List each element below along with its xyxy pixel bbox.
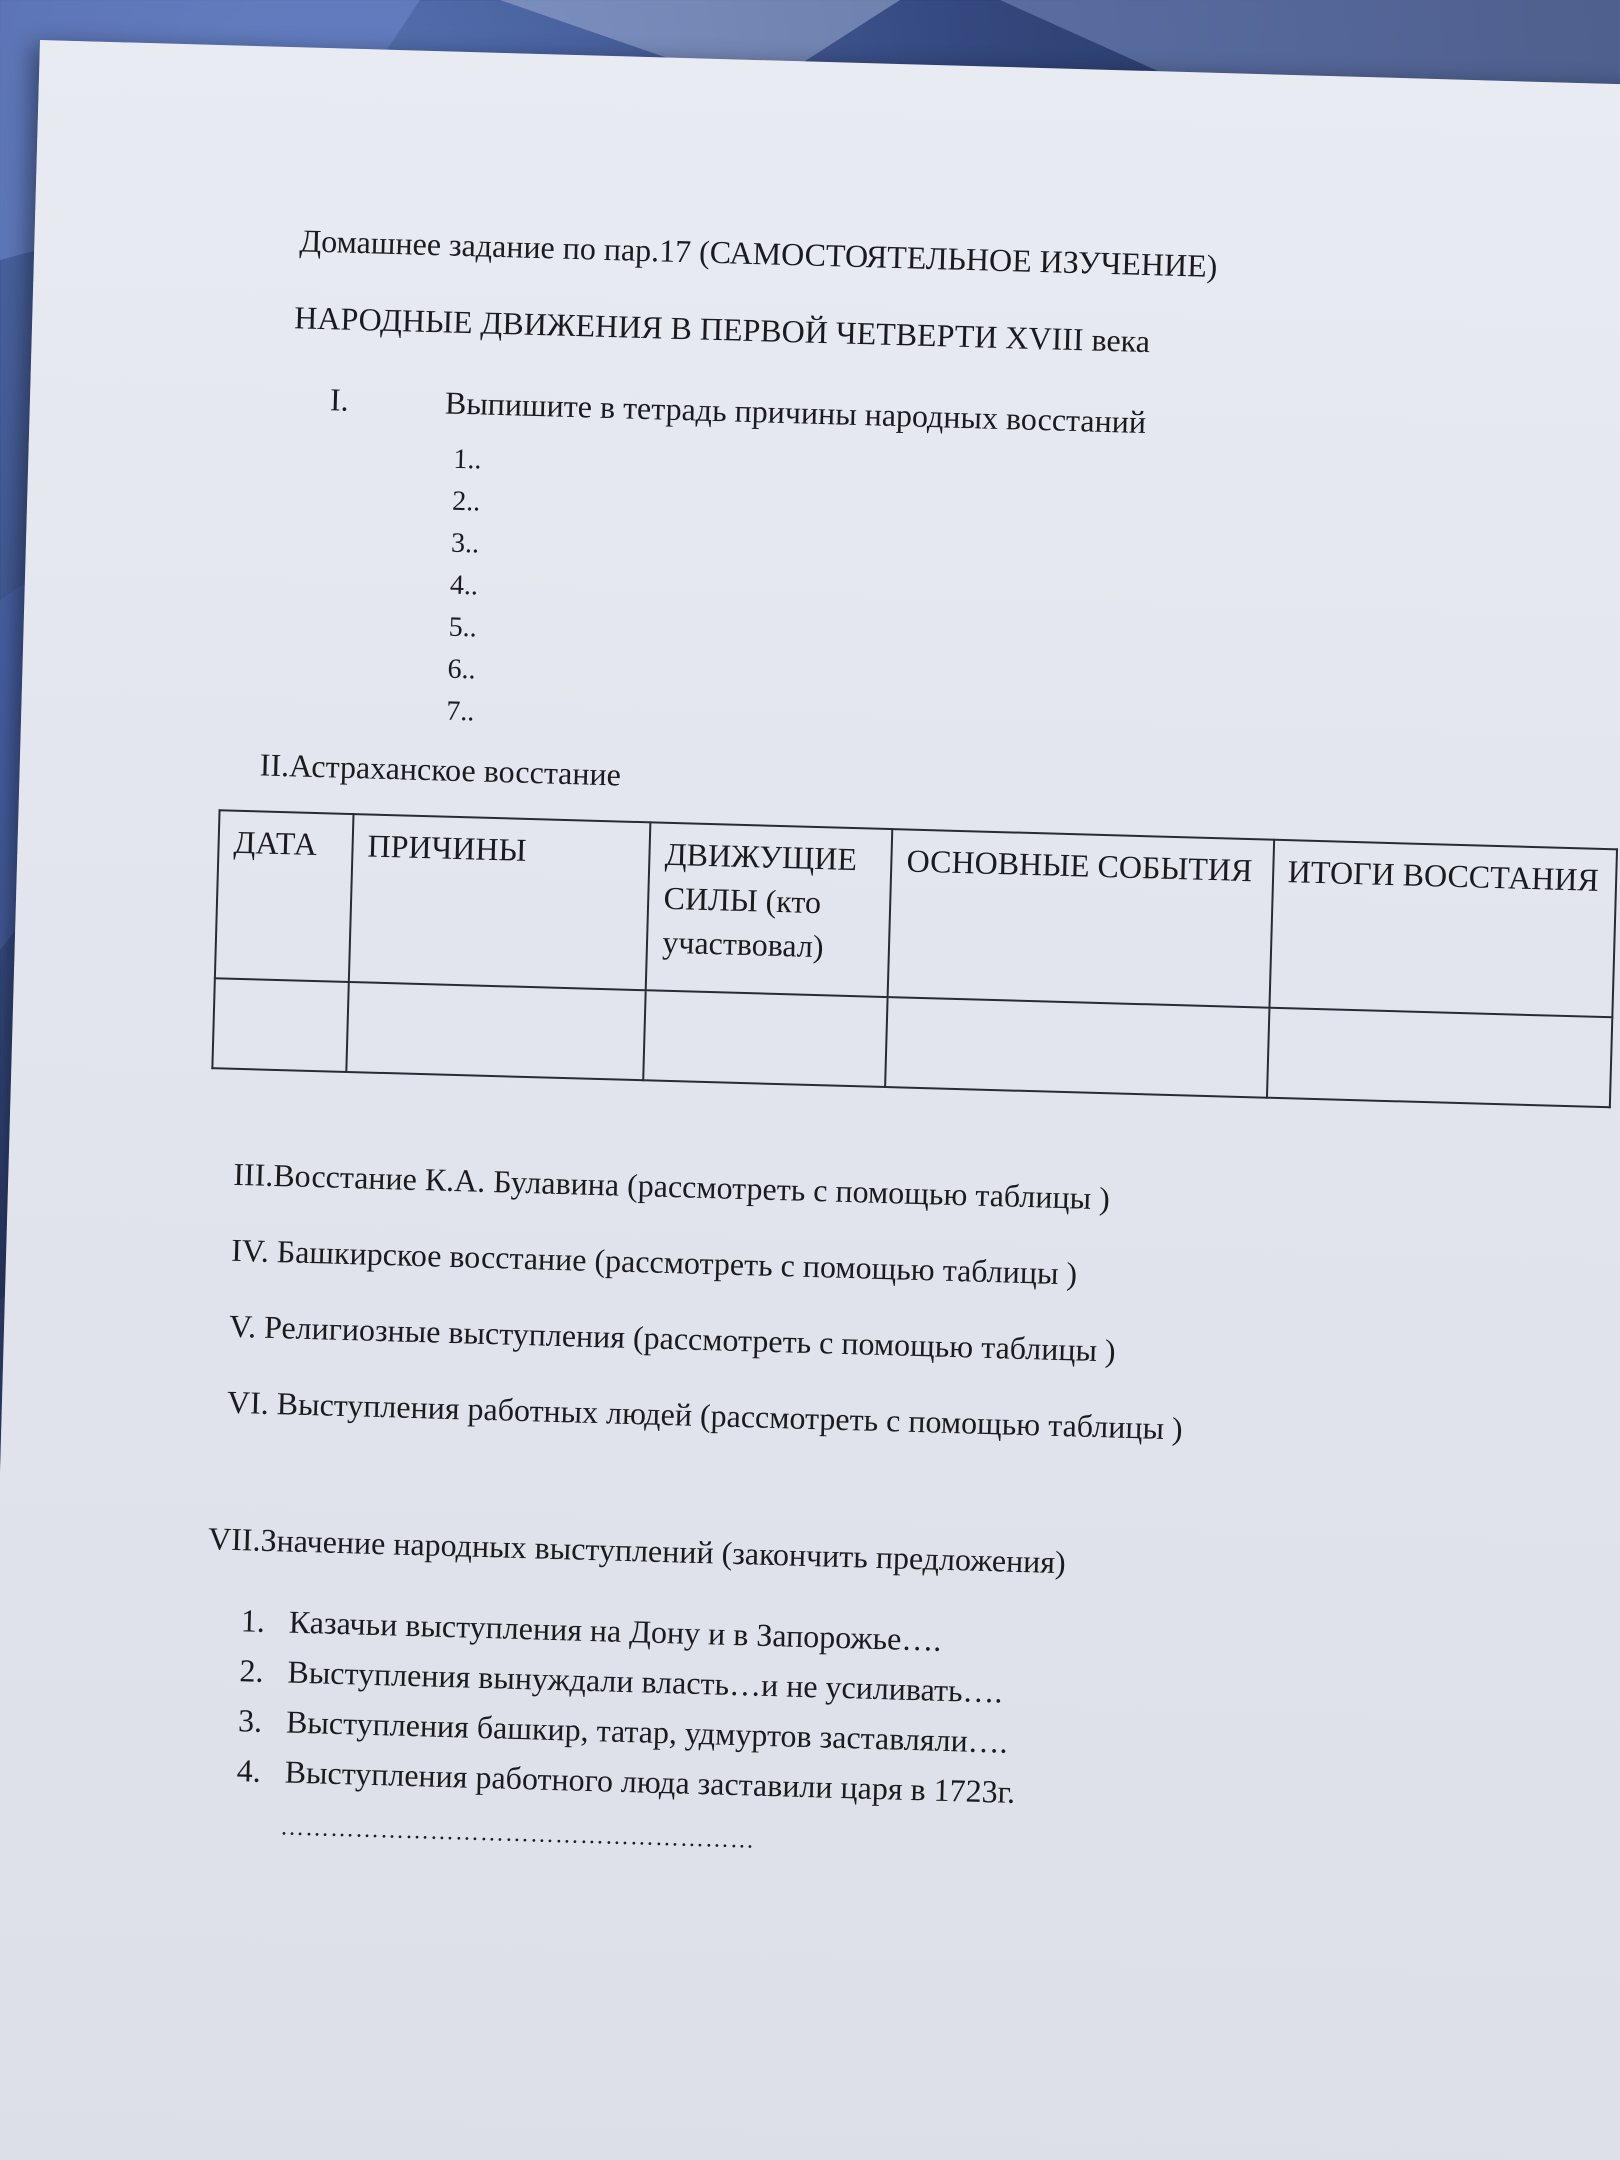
table-cell — [644, 990, 888, 1087]
conclusion-item — [236, 1752, 1015, 1811]
astrakhan-uprising-table — [211, 809, 1618, 1108]
worksheet-paper — [0, 40, 1620, 2160]
section-6-text: VI. Выступления работных людей (рассмотреть с помощью таблицы ) — [226, 1383, 1184, 1447]
table-cell — [1266, 1008, 1612, 1108]
conclusion-text: Выступления вынуждали власть…и не усиливать…. — [287, 1653, 1004, 1710]
section-2-title: II.Астраханское восстание — [259, 746, 622, 793]
conclusion-item — [240, 1602, 941, 1659]
cause-item: 2.. — [451, 485, 481, 518]
answer-dotted-line: ………………………………………………… — [279, 1814, 756, 1854]
cause-item: 4.. — [449, 569, 479, 602]
homework-title: Домашнее задание по пар.17 (САМОСТОЯТЕЛЬНОЕ ИЗУЧЕНИЕ) — [299, 222, 1218, 284]
header-driving-forces: ДВИЖУЩИЕ СИЛЫ (кто участвовал) — [646, 822, 893, 997]
conclusion-number: 3. — [237, 1702, 263, 1739]
conclusion-text: Выступления башкир, татар, удмуртов заставляли…. — [285, 1703, 1009, 1760]
conclusion-text: Выступления работного люда заставили царя в 1723г. — [284, 1753, 1016, 1810]
table-cell — [885, 997, 1269, 1098]
topic-title: НАРОДНЫЕ ДВИЖЕНИЯ В ПЕРВОЙ ЧЕТВЕРТИ XVIII века — [293, 299, 1151, 360]
conclusion-text: Казачьи выступления на Дону и в Запорожье…. — [288, 1603, 942, 1658]
section-5-text: V. Религиозные выступления (рассмотреть с помощью таблицы ) — [228, 1307, 1117, 1369]
table-cell — [212, 978, 348, 1072]
conclusion-number: 1. — [240, 1602, 266, 1639]
table-cell — [346, 982, 646, 1080]
conclusion-item — [239, 1652, 1003, 1710]
section-4-text: IV. Башкирское восстание (рассмотреть с помощью таблицы ) — [230, 1231, 1078, 1292]
section-3-text: III.Восстание К.А. Булавина (рассмотреть с помощью таблицы ) — [232, 1155, 1111, 1217]
section-7-title: VII.Значение народных выступлений (закончить предложения) — [207, 1520, 1067, 1581]
header-results: ИТОГИ ВОССТАНИЯ — [1269, 840, 1617, 1018]
conclusion-number: 4. — [236, 1752, 262, 1789]
cause-item: 5.. — [448, 611, 478, 644]
cause-item: 7.. — [445, 695, 475, 728]
section-1-numeral: I. — [329, 381, 350, 418]
header-date: ДАТА — [215, 810, 354, 982]
section-1-text: Выпишите в тетрадь причины народных восстаний — [444, 384, 1147, 441]
cause-item: 3.. — [450, 527, 480, 560]
header-main-events: ОСНОВНЫЕ СОБЫТИЯ — [888, 829, 1274, 1008]
header-causes: ПРИЧИНЫ — [349, 814, 651, 990]
cause-item: 6.. — [447, 653, 477, 686]
cause-item: 1.. — [453, 443, 482, 476]
conclusion-number: 2. — [239, 1652, 265, 1689]
conclusion-item — [238, 1702, 1009, 1760]
